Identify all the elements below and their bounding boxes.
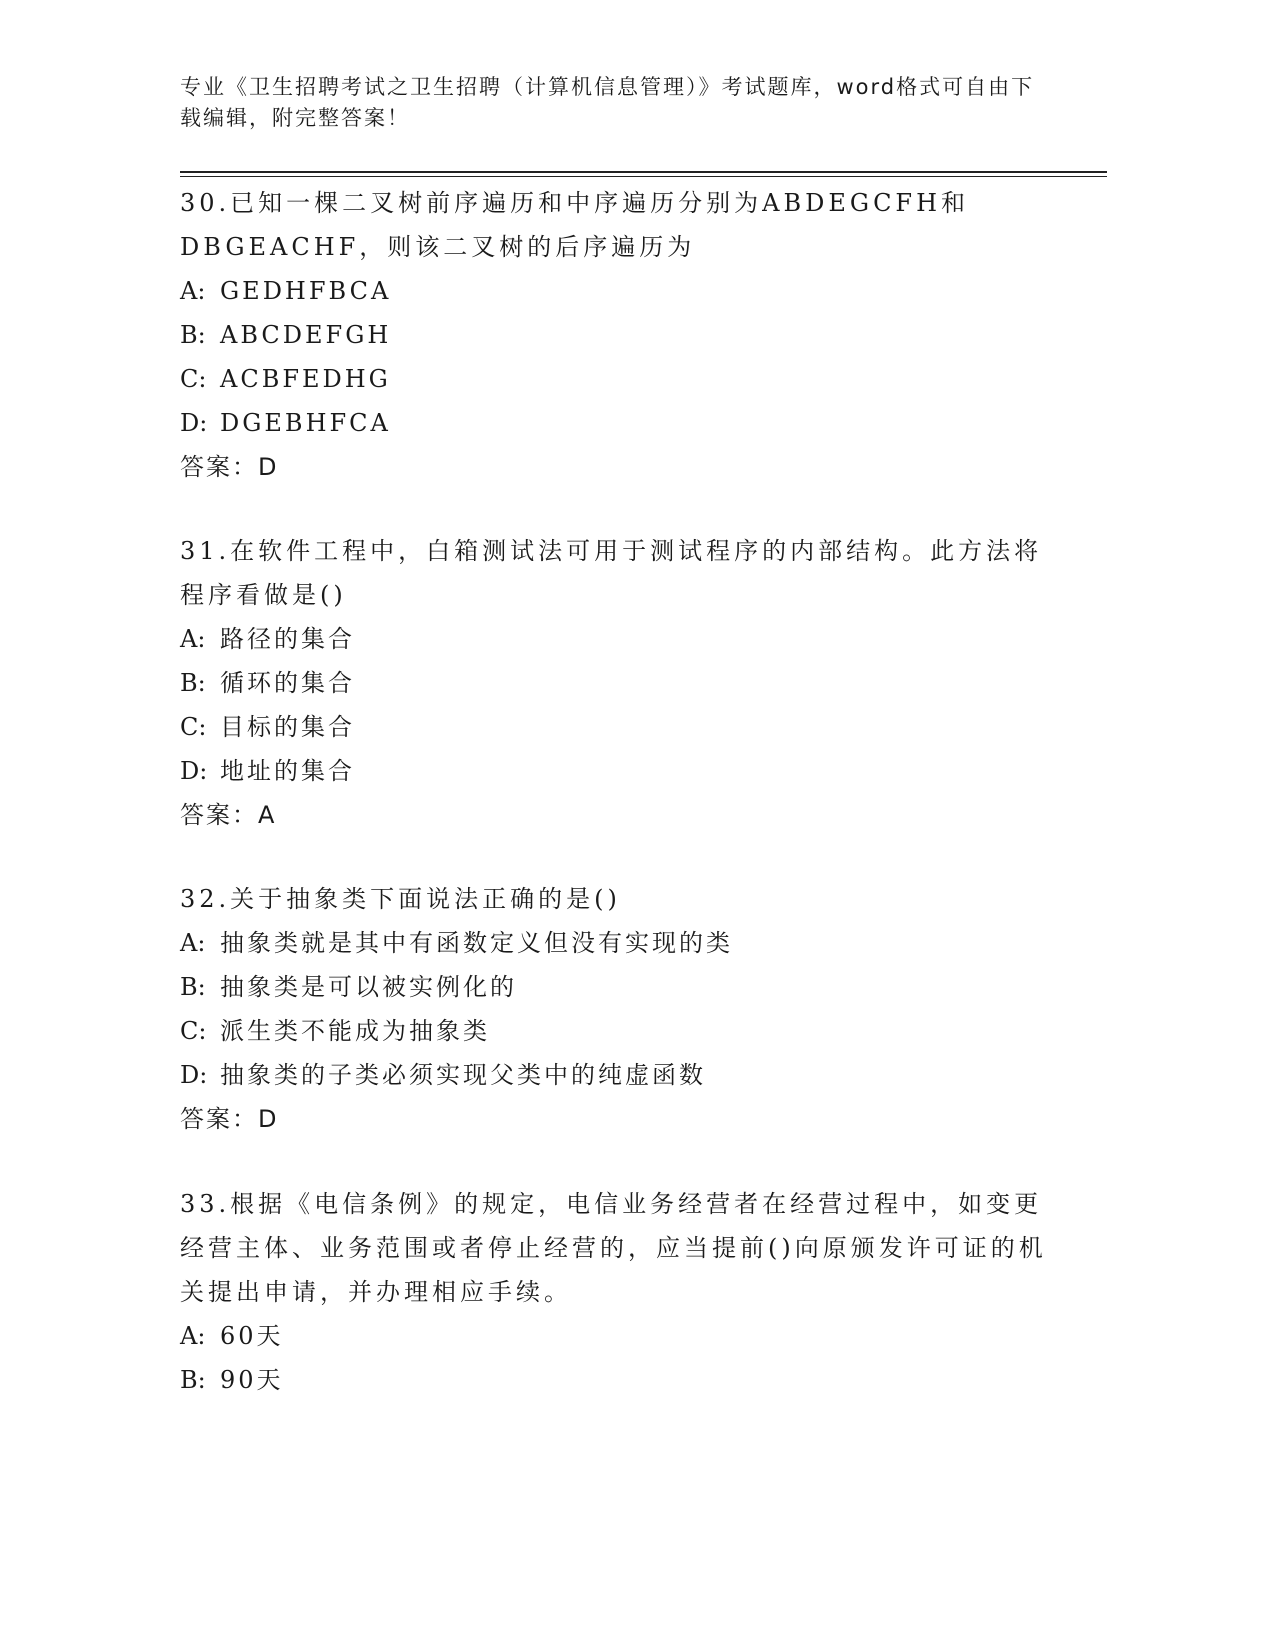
option-letter: B: bbox=[180, 321, 206, 349]
document-header: 专业《卫生招聘考试之卫生招聘（计算机信息管理）》考试题库，word格式可自由下载编辑，附完整答案！ bbox=[180, 75, 1035, 130]
option-text: 90天 bbox=[220, 1366, 284, 1394]
question-30 bbox=[180, 181, 1060, 489]
option-letter: D: bbox=[180, 757, 208, 785]
option-text: 地址的集合 bbox=[220, 757, 355, 785]
option-text: 派生类不能成为抽象类 bbox=[220, 1017, 490, 1045]
question-text: 31.在软件工程中，白箱测试法可用于测试程序的内部结构。此方法将程序看做是() bbox=[180, 537, 1043, 609]
option-a bbox=[180, 269, 1060, 313]
option-letter: C: bbox=[180, 365, 207, 393]
question-text: 33.根据《电信条例》的规定，电信业务经营者在经营过程中，如变更经营主体、业务范围或者停止经营的，应当提前()向原颁发许可证的机关提出申请，并办理相应手续。 bbox=[180, 1190, 1047, 1306]
option-text: 目标的集合 bbox=[220, 713, 355, 741]
question-32 bbox=[180, 877, 1060, 1141]
option-a bbox=[180, 617, 1060, 661]
option-d bbox=[180, 1053, 1060, 1097]
option-text: DGEBHFCA bbox=[220, 409, 391, 437]
question-33 bbox=[180, 1182, 1060, 1402]
option-b bbox=[180, 1358, 1060, 1402]
option-letter: D: bbox=[180, 409, 208, 437]
answer-line: 答案：D bbox=[180, 1105, 279, 1133]
answer-line: 答案：D bbox=[180, 453, 279, 481]
option-b bbox=[180, 661, 1060, 705]
question-text: 30.已知一棵二叉树前序遍历和中序遍历分别为ABDEGCFH和DBGEACHF，则该二叉树的后序遍历为 bbox=[180, 189, 970, 261]
option-a bbox=[180, 921, 1060, 965]
option-letter: C: bbox=[180, 1017, 207, 1045]
option-letter: A: bbox=[180, 277, 206, 305]
header-divider-thick bbox=[180, 171, 1107, 173]
option-letter: B: bbox=[180, 669, 206, 697]
option-text: ABCDEFGH bbox=[220, 321, 392, 349]
question-31 bbox=[180, 529, 1060, 837]
option-text: 60天 bbox=[220, 1322, 284, 1350]
option-text: 抽象类是可以被实例化的 bbox=[220, 973, 517, 1001]
option-letter: C: bbox=[180, 713, 207, 741]
header-divider-thin bbox=[180, 176, 1107, 177]
option-c bbox=[180, 1009, 1060, 1053]
answer-line: 答案：A bbox=[180, 801, 277, 829]
option-letter: D: bbox=[180, 1061, 208, 1089]
option-text: 抽象类的子类必须实现父类中的纯虚函数 bbox=[220, 1061, 706, 1089]
option-text: ACBFEDHG bbox=[220, 365, 391, 393]
option-text: 抽象类就是其中有函数定义但没有实现的类 bbox=[220, 929, 733, 957]
option-a bbox=[180, 1314, 1060, 1358]
option-d bbox=[180, 401, 1060, 445]
option-letter: A: bbox=[180, 1322, 206, 1350]
option-c bbox=[180, 705, 1060, 749]
option-letter: A: bbox=[180, 929, 206, 957]
option-letter: A: bbox=[180, 625, 206, 653]
option-b bbox=[180, 965, 1060, 1009]
option-text: GEDHFBCA bbox=[220, 277, 392, 305]
option-text: 循环的集合 bbox=[220, 669, 355, 697]
question-text: 32.关于抽象类下面说法正确的是() bbox=[180, 885, 621, 913]
option-text: 路径的集合 bbox=[220, 625, 355, 653]
option-d bbox=[180, 749, 1060, 793]
option-c bbox=[180, 357, 1060, 401]
option-b bbox=[180, 313, 1060, 357]
option-letter: B: bbox=[180, 973, 206, 1001]
option-letter: B: bbox=[180, 1366, 206, 1394]
